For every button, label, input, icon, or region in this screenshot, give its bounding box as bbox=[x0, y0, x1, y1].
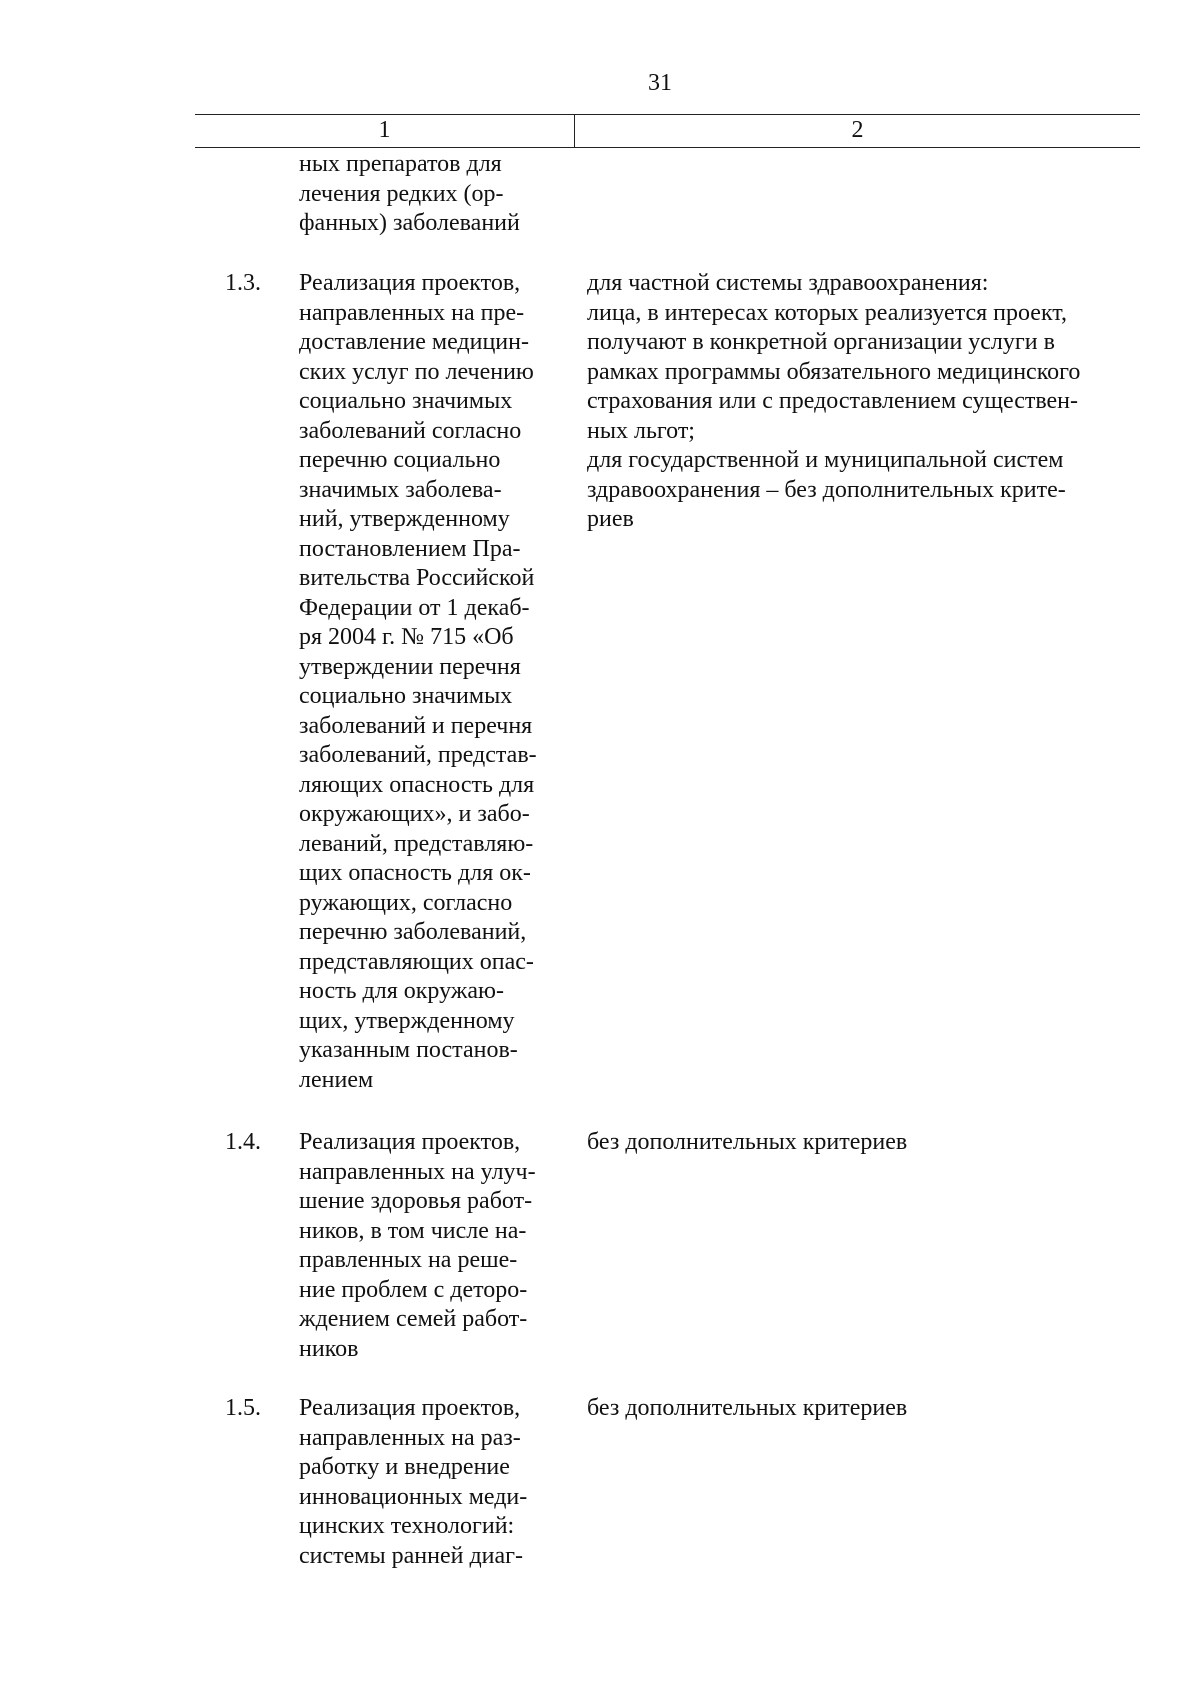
criteria-line: без дополнительных критериев bbox=[587, 1129, 908, 1155]
table-header-rule bbox=[195, 147, 1140, 148]
description-line: Реализация проектов, bbox=[299, 1395, 521, 1421]
description-line: ний, утвержденному bbox=[299, 506, 510, 532]
criteria-line: для частной системы здравоохранения: bbox=[587, 270, 989, 296]
row-number: 1.3. bbox=[225, 270, 261, 296]
description-line: ников bbox=[299, 1335, 359, 1362]
description-line: заболеваний согласно bbox=[299, 417, 522, 444]
description-line: ских услуг по лечению bbox=[299, 358, 534, 385]
description-line: лением bbox=[299, 1066, 374, 1093]
row-description bbox=[299, 1394, 562, 1571]
description-line: представляющих опас- bbox=[299, 948, 534, 975]
description-line: правленных на реше- bbox=[299, 1247, 518, 1273]
column-header-1: 1 bbox=[378, 117, 391, 143]
criteria-line: для государственной и муниципальной систем bbox=[587, 447, 1064, 473]
description-line: вительства Российской bbox=[299, 565, 535, 591]
description-line: перечню заболеваний, bbox=[299, 919, 527, 945]
description-line: значимых заболева- bbox=[299, 476, 502, 503]
row-criteria bbox=[587, 1128, 1137, 1158]
description-line: ружающих, согласно bbox=[299, 889, 513, 916]
description-line: социально значимых bbox=[299, 388, 513, 414]
description-line: утверждении перечня bbox=[299, 653, 521, 680]
description-line: фанных) заболеваний bbox=[299, 210, 520, 236]
criteria-line: рамках программы обязательного медицинского bbox=[587, 358, 1081, 385]
description-line: лечения редких (ор- bbox=[299, 180, 504, 207]
criteria-line: страхования или с предоставлением существен- bbox=[587, 388, 1079, 414]
description-line: постановлением Пра- bbox=[299, 535, 521, 562]
description-line: инновационных меди- bbox=[299, 1483, 528, 1510]
table-top-rule bbox=[195, 114, 1140, 115]
description-line: ние проблем с деторо- bbox=[299, 1276, 528, 1303]
criteria-line: получают в конкретной организации услуги в bbox=[587, 329, 1055, 355]
description-line: доставление медицин- bbox=[299, 329, 529, 355]
description-line: ность для окружаю- bbox=[299, 978, 504, 1004]
criteria-line: без дополнительных критериев bbox=[587, 1395, 908, 1421]
description-line: направленных на улуч- bbox=[299, 1158, 536, 1185]
description-line: перечню социально bbox=[299, 447, 501, 473]
column-header-2: 2 bbox=[851, 117, 864, 143]
criteria-line: ных льгот; bbox=[587, 417, 695, 444]
description-line: ных препаратов для bbox=[299, 151, 502, 177]
criteria-line: риев bbox=[587, 506, 634, 532]
row-criteria bbox=[587, 1394, 1137, 1424]
row-description bbox=[299, 150, 562, 239]
description-line: цинских технологий: bbox=[299, 1513, 515, 1539]
description-line: Реализация проектов, bbox=[299, 1129, 521, 1155]
row-number: 1.4. bbox=[225, 1129, 261, 1155]
description-line: указанным постанов- bbox=[299, 1037, 518, 1063]
description-line: заболеваний, представ- bbox=[299, 742, 537, 768]
row-criteria bbox=[587, 269, 1137, 535]
description-line: Реализация проектов, bbox=[299, 270, 521, 296]
description-line: ляющих опасность для bbox=[299, 771, 535, 798]
description-line: Федерации от 1 декаб- bbox=[299, 594, 530, 621]
description-line: направленных на пре- bbox=[299, 299, 525, 326]
description-line: шение здоровья работ- bbox=[299, 1188, 533, 1214]
description-line: ря 2004 г. № 715 «Об bbox=[299, 624, 514, 650]
row-number: 1.5. bbox=[225, 1395, 261, 1421]
description-line: системы ранней диаг- bbox=[299, 1542, 523, 1569]
row-description bbox=[299, 1128, 562, 1364]
row-description bbox=[299, 269, 562, 1095]
description-line: направленных на раз- bbox=[299, 1424, 521, 1451]
description-line: окружающих», и забо- bbox=[299, 801, 530, 827]
description-line: заболеваний и перечня bbox=[299, 712, 533, 739]
description-line: работку и внедрение bbox=[299, 1454, 510, 1480]
description-line: леваний, представляю- bbox=[299, 830, 534, 857]
page-number: 31 bbox=[648, 70, 672, 96]
description-line: ждением семей работ- bbox=[299, 1306, 528, 1332]
description-line: ников, в том числе на- bbox=[299, 1217, 527, 1244]
description-line: щих, утвержденному bbox=[299, 1007, 515, 1034]
criteria-line: здравоохранения – без дополнительных крите- bbox=[587, 476, 1066, 503]
description-line: щих опасность для ок- bbox=[299, 860, 531, 886]
description-line: социально значимых bbox=[299, 683, 513, 709]
criteria-line: лица, в интересах которых реализуется проект, bbox=[587, 299, 1067, 326]
